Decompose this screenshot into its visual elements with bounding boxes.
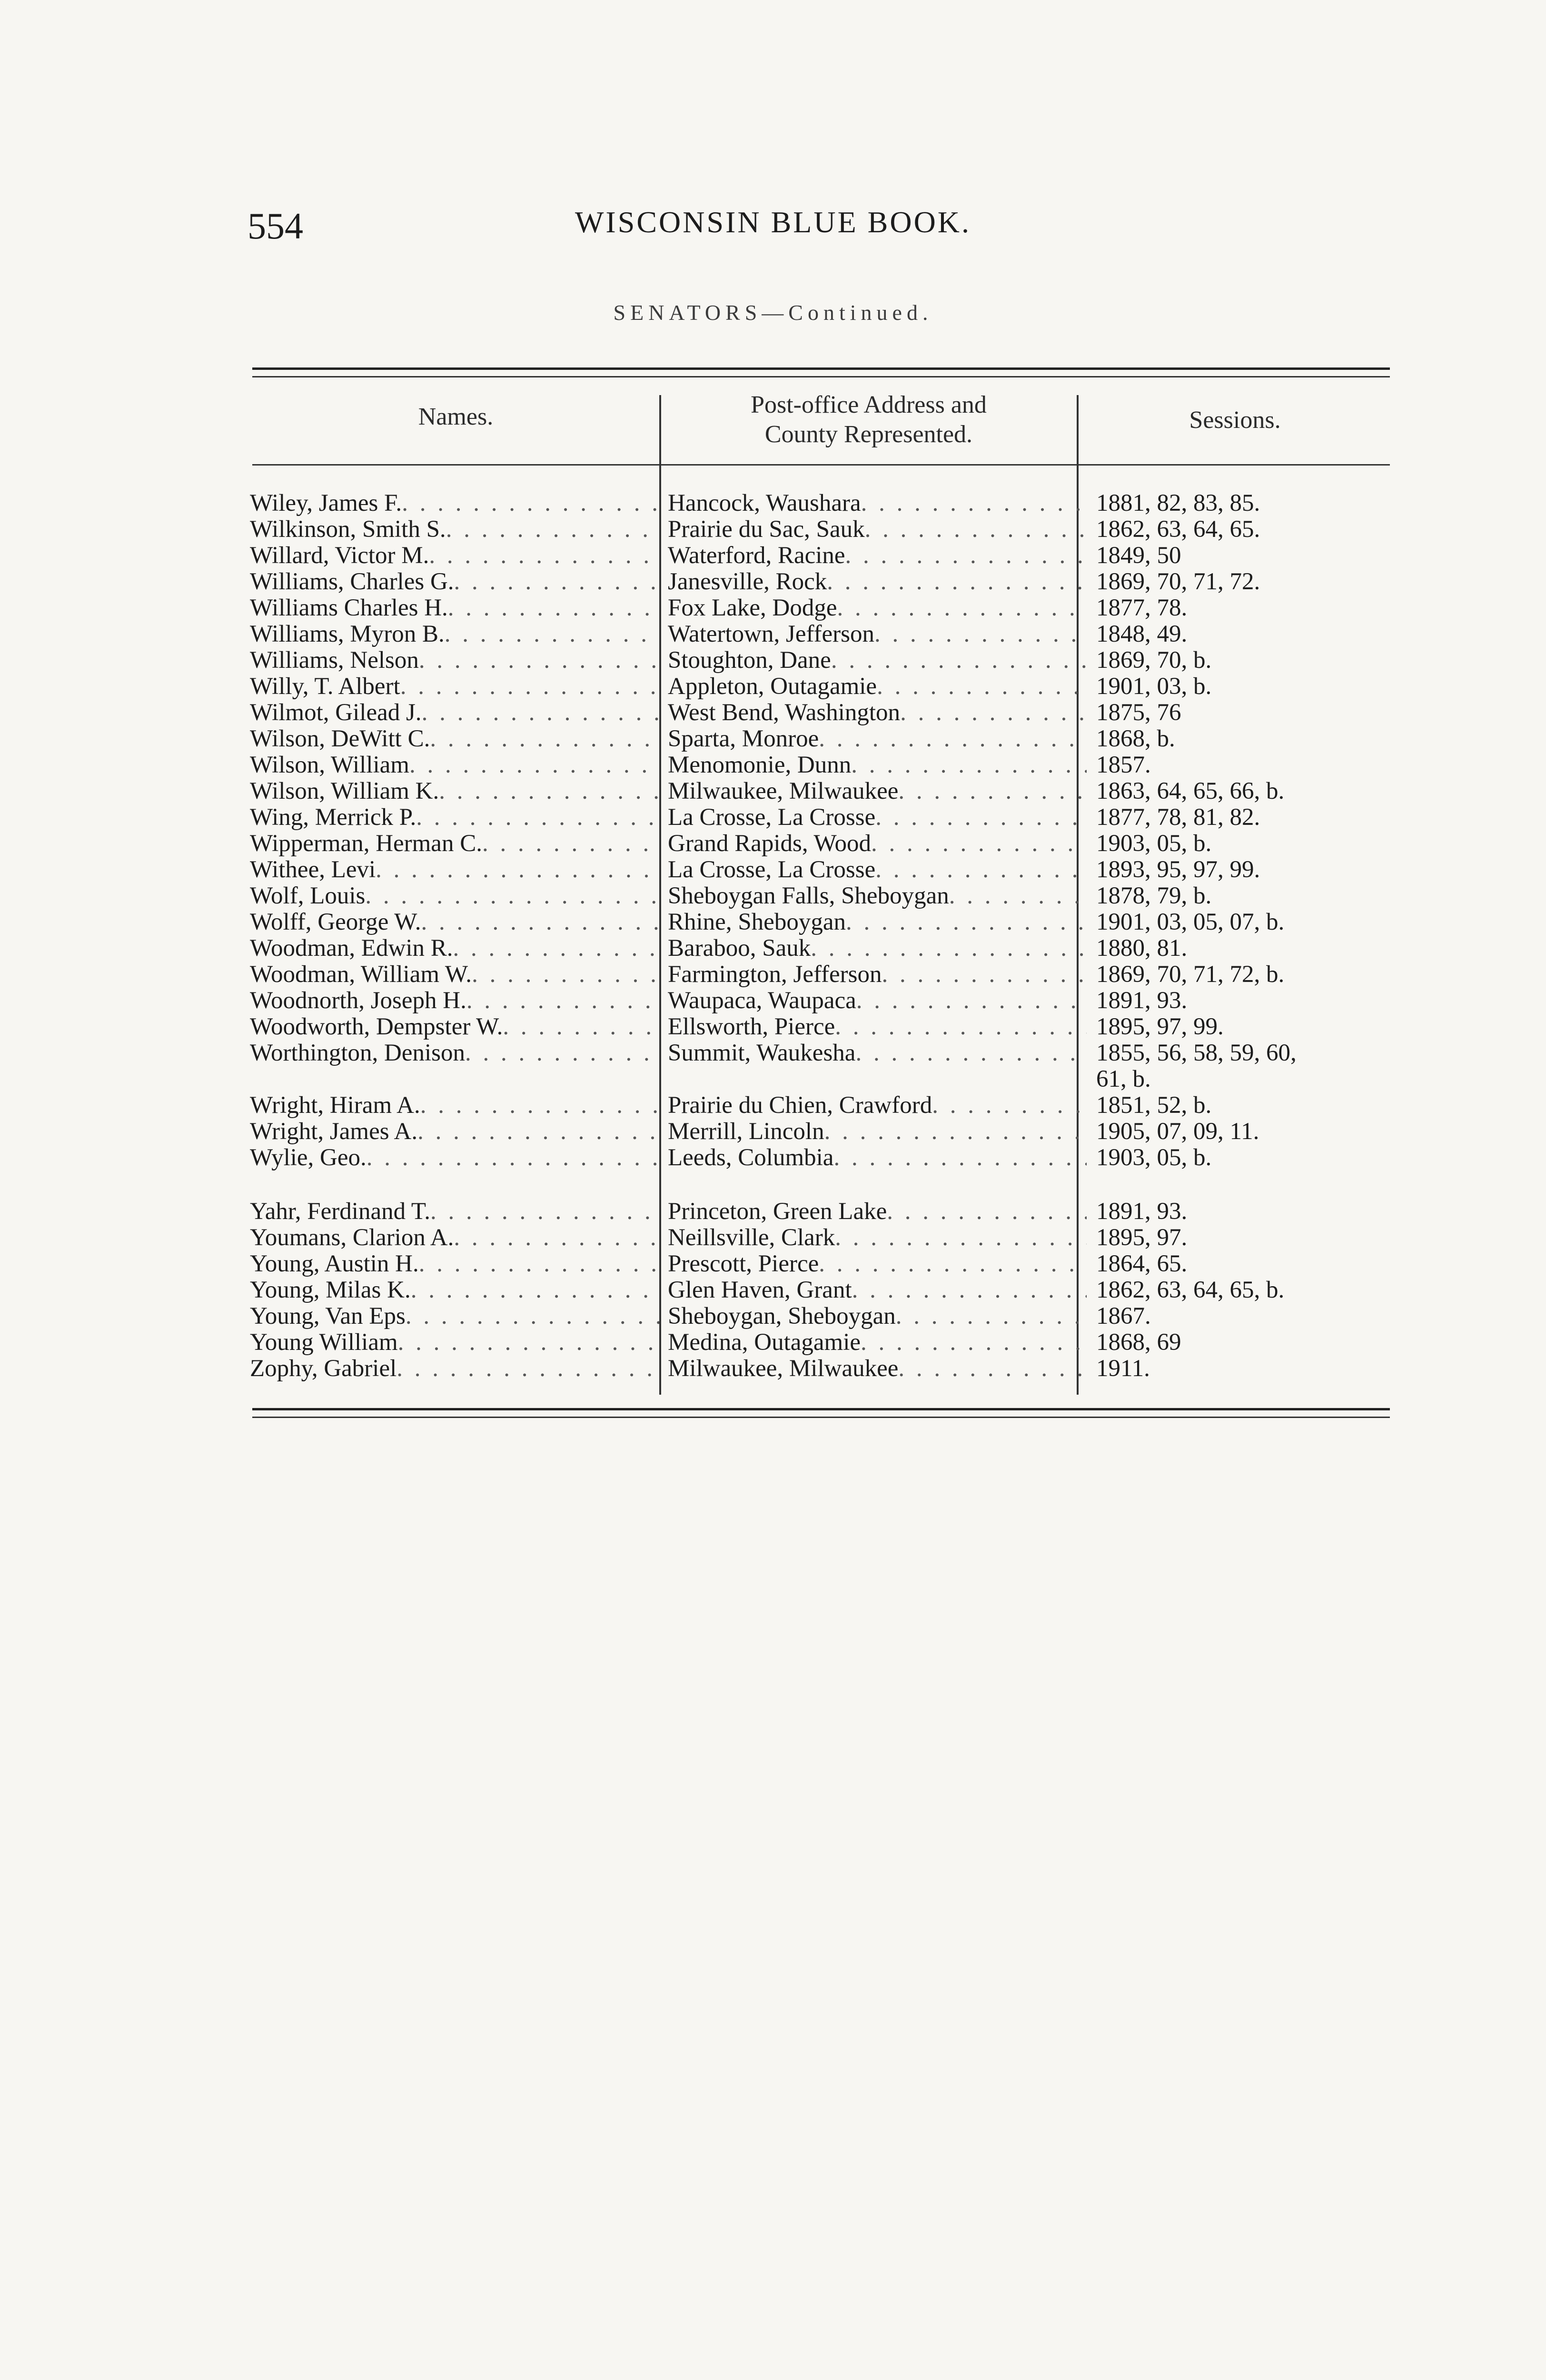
- leader-dots: [898, 778, 1087, 804]
- sessions: 1903, 05, b.: [1096, 831, 1212, 857]
- sessions: 1863, 64, 65, 66, b.: [1096, 778, 1285, 804]
- post-office-address: [668, 726, 1087, 752]
- senator-name: [250, 804, 659, 831]
- post-office-address: [668, 1092, 1087, 1119]
- leader-dots: [439, 778, 659, 804]
- senator-name-text: Williams Charles H.: [250, 595, 448, 621]
- post-office-address: [668, 1251, 1087, 1277]
- post-office-address-text: Medina, Outagamie: [668, 1329, 861, 1356]
- sessions: 1864, 65.: [1096, 1251, 1188, 1277]
- column-header-names: Names.: [418, 403, 494, 430]
- leader-dots: [365, 883, 659, 909]
- sessions: 1849, 50: [1096, 543, 1181, 569]
- post-office-address-text: Sheboygan, Sheboygan: [668, 1303, 896, 1329]
- post-office-address: [668, 1119, 1087, 1145]
- post-office-address: [668, 988, 1087, 1014]
- row-gap: [250, 1171, 1392, 1199]
- senator-name-text: Zophy, Gabriel: [250, 1356, 397, 1382]
- senator-name: [250, 1119, 659, 1145]
- sessions: 1862, 63, 64, 65, b.: [1096, 1277, 1285, 1303]
- table-row: [250, 1225, 1392, 1251]
- senator-name-text: Williams, Nelson: [250, 647, 419, 674]
- leader-dots: [367, 1145, 659, 1171]
- sessions: 1875, 76: [1096, 700, 1181, 726]
- table-bottom-rule-inner: [252, 1417, 1390, 1418]
- post-office-address: [668, 516, 1087, 543]
- senator-name: [250, 1040, 659, 1066]
- sessions: 1891, 93.: [1096, 1199, 1188, 1225]
- sessions: 1911.: [1096, 1356, 1150, 1382]
- leader-dots: [845, 543, 1087, 569]
- post-office-address-text: Menomonie, Dunn: [668, 752, 852, 778]
- post-office-address-text: La Crosse, La Crosse: [668, 804, 876, 831]
- sessions: 1867.: [1096, 1303, 1151, 1329]
- post-office-address-text: Prairie du Chien, Crawford: [668, 1092, 932, 1119]
- senator-name-text: Wylie, Geo.: [250, 1145, 367, 1171]
- senator-name-text: Wolf, Louis: [250, 883, 366, 909]
- post-office-address-text: Appleton, Outagamie: [668, 674, 877, 700]
- senator-name: [250, 1277, 659, 1303]
- post-office-address-text: Fox Lake, Dodge: [668, 595, 837, 621]
- sessions: 61, b.: [1096, 1066, 1151, 1092]
- sessions: 1869, 70, 71, 72, b.: [1096, 962, 1285, 988]
- post-office-address: [668, 909, 1087, 935]
- table-row: [250, 1303, 1392, 1329]
- senator-name: [250, 516, 659, 543]
- table-row: [250, 1199, 1392, 1225]
- leader-dots: [900, 700, 1087, 726]
- leader-dots: [887, 1199, 1087, 1225]
- sessions: 1851, 52, b.: [1096, 1092, 1212, 1119]
- post-office-address: [668, 1199, 1087, 1225]
- header-bottom-rule: [252, 464, 1390, 466]
- post-office-address: [668, 647, 1087, 674]
- post-office-address: [668, 621, 1087, 647]
- senator-name-text: Yahr, Ferdinand T.: [250, 1199, 431, 1225]
- post-office-address-text: Janesville, Rock: [668, 569, 827, 595]
- table-bottom-rule: [252, 1408, 1390, 1410]
- leader-dots: [419, 647, 659, 674]
- post-office-address-text: Watertown, Jefferson: [668, 621, 874, 647]
- leader-dots: [466, 988, 659, 1014]
- sessions: 1893, 95, 97, 99.: [1096, 857, 1260, 883]
- leader-dots: [416, 804, 659, 831]
- table-row: [250, 752, 1392, 778]
- leader-dots: [851, 752, 1087, 778]
- senator-name: [250, 1251, 659, 1277]
- sessions: 1862, 63, 64, 65.: [1096, 516, 1260, 543]
- senator-name: [250, 935, 659, 962]
- table-row: [250, 490, 1392, 516]
- leader-dots: [400, 674, 659, 700]
- leader-dots: [465, 1040, 659, 1066]
- senator-name-text: Wright, Hiram A.: [250, 1092, 420, 1119]
- post-office-address-text: Princeton, Green Lake: [668, 1199, 887, 1225]
- post-office-address: [668, 778, 1087, 804]
- running-title: WISCONSIN BLUE BOOK.: [575, 205, 971, 239]
- leader-dots: [861, 490, 1087, 516]
- leader-dots: [430, 1199, 659, 1225]
- senator-name-text: Willard, Victor M.: [250, 543, 429, 569]
- leader-dots: [861, 1329, 1087, 1356]
- post-office-address-text: Neillsville, Clark: [668, 1225, 835, 1251]
- senator-name: [250, 674, 659, 700]
- post-office-address: [668, 1145, 1087, 1171]
- senator-name-text: Wilson, William K.: [250, 778, 439, 804]
- senator-name-text: Wolff, George W.: [250, 909, 421, 935]
- post-office-address: [668, 883, 1087, 909]
- senator-name-text: Youmans, Clarion A.: [250, 1225, 454, 1251]
- senator-name: [250, 988, 659, 1014]
- post-office-address-text: La Crosse, La Crosse: [668, 857, 876, 883]
- column-header-post-line2: County Represented.: [764, 421, 973, 448]
- table-row: [250, 1066, 1392, 1092]
- leader-dots: [503, 1014, 659, 1040]
- leader-dots: [835, 1225, 1087, 1251]
- sessions: 1905, 07, 09, 11.: [1096, 1119, 1259, 1145]
- sessions: 1848, 49.: [1096, 621, 1188, 647]
- table-row: [250, 1277, 1392, 1303]
- table-row: [250, 1092, 1392, 1119]
- senator-name-text: Young William: [250, 1329, 398, 1356]
- post-office-address-text: Waterford, Racine: [668, 543, 845, 569]
- post-office-address-text: Sheboygan Falls, Sheboygan: [668, 883, 949, 909]
- senator-name: [250, 857, 659, 883]
- sessions: 1901, 03, 05, 07, b.: [1096, 909, 1285, 935]
- senator-name: [250, 831, 659, 857]
- leader-dots: [445, 621, 659, 647]
- post-office-address: [668, 804, 1087, 831]
- leader-dots: [874, 621, 1087, 647]
- leader-dots: [422, 700, 659, 726]
- post-office-address: [668, 700, 1087, 726]
- leader-dots: [898, 1356, 1087, 1382]
- table-row: [250, 674, 1392, 700]
- post-office-address: [668, 935, 1087, 962]
- leader-dots: [824, 1119, 1087, 1145]
- senator-name-text: Worthington, Denison: [250, 1040, 466, 1066]
- senator-name: [250, 1225, 659, 1251]
- sessions: 1880, 81.: [1096, 935, 1188, 962]
- leader-dots: [877, 674, 1087, 700]
- post-office-address-text: Sparta, Monroe: [668, 726, 819, 752]
- post-office-address: [668, 1303, 1087, 1329]
- senator-name: [250, 700, 659, 726]
- table-row: [250, 647, 1392, 674]
- page-number: 554: [248, 205, 303, 247]
- post-office-address-text: Ellsworth, Pierce: [668, 1014, 835, 1040]
- section-title: SENATORS—Continued.: [613, 300, 933, 325]
- leader-dots: [396, 1356, 659, 1382]
- senator-name-text: Wilson, DeWitt C.: [250, 726, 430, 752]
- leader-dots: [409, 752, 659, 778]
- post-office-address: [668, 831, 1087, 857]
- post-office-address-text: Stoughton, Dane: [668, 647, 831, 674]
- post-office-address-text: Hancock, Waushara: [668, 490, 861, 516]
- table-row: [250, 988, 1392, 1014]
- leader-dots: [819, 1251, 1087, 1277]
- senator-name: [250, 752, 659, 778]
- table-top-rule: [252, 367, 1390, 370]
- table-row: [250, 595, 1392, 621]
- leader-dots: [446, 516, 659, 543]
- column-header-sessions: Sessions.: [1189, 407, 1281, 434]
- senator-name-text: Wipperman, Herman C.: [250, 831, 482, 857]
- leader-dots: [406, 1303, 659, 1329]
- post-office-address-text: Grand Rapids, Wood: [668, 831, 872, 857]
- senator-name: [250, 778, 659, 804]
- table-row: [250, 909, 1392, 935]
- leader-dots: [421, 909, 659, 935]
- leader-dots: [454, 1225, 659, 1251]
- sessions: 1877, 78, 81, 82.: [1096, 804, 1260, 831]
- sessions: 1895, 97.: [1096, 1225, 1188, 1251]
- leader-dots: [398, 1329, 659, 1356]
- leader-dots: [949, 883, 1087, 909]
- leader-dots: [419, 1251, 659, 1277]
- senator-name-text: Wing, Merrick P.: [250, 804, 416, 831]
- leader-dots: [865, 516, 1087, 543]
- post-office-address: [668, 595, 1087, 621]
- leader-dots: [875, 804, 1087, 831]
- table-row: [250, 726, 1392, 752]
- sessions: 1903, 05, b.: [1096, 1145, 1212, 1171]
- table-row: [250, 1040, 1392, 1066]
- senator-name-text: Woodworth, Dempster W.: [250, 1014, 503, 1040]
- post-office-address: [668, 857, 1087, 883]
- sessions: 1868, b.: [1096, 726, 1175, 752]
- table-row: [250, 857, 1392, 883]
- table-row: [250, 1251, 1392, 1277]
- post-office-address: [668, 1329, 1087, 1356]
- post-office-address-text: Milwaukee, Milwaukee: [668, 778, 899, 804]
- post-office-address: [668, 1040, 1087, 1066]
- post-office-address-text: Leeds, Columbia: [668, 1145, 834, 1171]
- senator-name-text: Willy, T. Albert: [250, 674, 400, 700]
- senator-name: [250, 621, 659, 647]
- senator-name-text: Young, Van Eps: [250, 1303, 406, 1329]
- leader-dots: [875, 857, 1087, 883]
- senator-name: [250, 1356, 659, 1382]
- post-office-address-text: West Bend, Washington: [668, 700, 901, 726]
- senator-name: [250, 595, 659, 621]
- senator-name: [250, 1199, 659, 1225]
- sessions: 1857.: [1096, 752, 1151, 778]
- senator-name: [250, 543, 659, 569]
- leader-dots: [429, 543, 659, 569]
- leader-dots: [833, 1145, 1087, 1171]
- leader-dots: [411, 1277, 659, 1303]
- post-office-address-text: Waupaca, Waupaca: [668, 988, 856, 1014]
- leader-dots: [852, 1277, 1087, 1303]
- leader-dots: [420, 1092, 659, 1119]
- senator-name: [250, 569, 659, 595]
- sessions: 1869, 70, b.: [1096, 647, 1212, 674]
- sessions: 1881, 82, 83, 85.: [1096, 490, 1260, 516]
- table-row: [250, 1329, 1392, 1356]
- senator-name-text: Wright, James A.: [250, 1119, 418, 1145]
- senator-name: [250, 962, 659, 988]
- senator-name: [250, 1303, 659, 1329]
- leader-dots: [855, 1040, 1087, 1066]
- table-row: [250, 778, 1392, 804]
- leader-dots: [819, 726, 1087, 752]
- table-row: [250, 1145, 1392, 1171]
- senator-name-text: Woodman, William W.: [250, 962, 472, 988]
- leader-dots: [932, 1092, 1087, 1119]
- leader-dots: [376, 857, 659, 883]
- senator-name-text: Woodnorth, Joseph H.: [250, 988, 466, 1014]
- sessions: 1855, 56, 58, 59, 60,: [1096, 1040, 1297, 1066]
- sessions: 1891, 93.: [1096, 988, 1188, 1014]
- post-office-address: [668, 569, 1087, 595]
- post-office-address: [668, 752, 1087, 778]
- senator-name: [250, 883, 659, 909]
- sessions: 1868, 69: [1096, 1329, 1181, 1356]
- leader-dots: [453, 935, 659, 962]
- leader-dots: [882, 962, 1087, 988]
- table-row: [250, 700, 1392, 726]
- post-office-address-text: Summit, Waukesha: [668, 1040, 856, 1066]
- post-office-address: [668, 490, 1087, 516]
- senator-name-text: Wilmot, Gilead J.: [250, 700, 422, 726]
- leader-dots: [454, 569, 659, 595]
- table-row: [250, 883, 1392, 909]
- table-row: [250, 804, 1392, 831]
- column-header-post-office: [662, 390, 1076, 449]
- senator-name-text: Young, Austin H.: [250, 1251, 419, 1277]
- post-office-address: [668, 962, 1087, 988]
- sessions: 1869, 70, 71, 72.: [1096, 569, 1260, 595]
- post-office-address-text: Farmington, Jefferson: [668, 962, 882, 988]
- senator-name-text: Williams, Myron B.: [250, 621, 445, 647]
- post-office-address-text: Prairie du Sac, Sauk: [668, 516, 865, 543]
- leader-dots: [417, 1119, 659, 1145]
- leader-dots: [827, 569, 1087, 595]
- leader-dots: [856, 988, 1087, 1014]
- table-row: [250, 516, 1392, 543]
- leader-dots: [448, 595, 659, 621]
- leader-dots: [811, 935, 1087, 962]
- table-row: [250, 621, 1392, 647]
- leader-dots: [871, 831, 1087, 857]
- senator-name-text: Wilkinson, Smith S.: [250, 516, 446, 543]
- leader-dots: [837, 595, 1087, 621]
- table-row: [250, 1356, 1392, 1382]
- table-row: [250, 831, 1392, 857]
- senator-name: [250, 647, 659, 674]
- table-top-rule-inner: [252, 376, 1390, 377]
- leader-dots: [835, 1014, 1087, 1040]
- senators-table: [250, 490, 1392, 1382]
- table-row: [250, 1014, 1392, 1040]
- sessions: 1895, 97, 99.: [1096, 1014, 1224, 1040]
- senator-name-text: Withee, Levi: [250, 857, 376, 883]
- sessions: 1877, 78.: [1096, 595, 1188, 621]
- post-office-address: [668, 543, 1087, 569]
- post-office-address: [668, 1277, 1087, 1303]
- post-office-address-text: Rhine, Sheboygan: [668, 909, 846, 935]
- post-office-address-text: Prescott, Pierce: [668, 1251, 819, 1277]
- post-office-address-text: Baraboo, Sauk: [668, 935, 811, 962]
- post-office-address: [668, 1356, 1087, 1382]
- senator-name: [250, 1329, 659, 1356]
- senator-name-text: Wilson, William: [250, 752, 409, 778]
- post-office-address: [668, 1014, 1087, 1040]
- post-office-address-text: Glen Haven, Grant: [668, 1277, 852, 1303]
- table-row: [250, 1119, 1392, 1145]
- table-row: [250, 569, 1392, 595]
- post-office-address-text: Milwaukee, Milwaukee: [668, 1356, 899, 1382]
- senator-name: [250, 1014, 659, 1040]
- leader-dots: [831, 647, 1087, 674]
- post-office-address-text: Merrill, Lincoln: [668, 1119, 824, 1145]
- sessions: 1901, 03, b.: [1096, 674, 1212, 700]
- table-row: [250, 543, 1392, 569]
- senator-name: [250, 1092, 659, 1119]
- leader-dots: [482, 831, 659, 857]
- leader-dots: [430, 726, 659, 752]
- leader-dots: [402, 490, 659, 516]
- table-row: [250, 962, 1392, 988]
- senator-name: [250, 490, 659, 516]
- senator-name: [250, 726, 659, 752]
- leader-dots: [896, 1303, 1087, 1329]
- leader-dots: [846, 909, 1087, 935]
- table-row: [250, 935, 1392, 962]
- senator-name-text: Woodman, Edwin R.: [250, 935, 453, 962]
- senator-name: [250, 1145, 659, 1171]
- leader-dots: [472, 962, 659, 988]
- senator-name-text: Wiley, James F.: [250, 490, 402, 516]
- senator-name-text: Williams, Charles G.: [250, 569, 454, 595]
- sessions: 1878, 79, b.: [1096, 883, 1212, 909]
- senator-name: [250, 909, 659, 935]
- senator-name-text: Young, Milas K.: [250, 1277, 411, 1303]
- post-office-address: [668, 674, 1087, 700]
- post-office-address: [668, 1225, 1087, 1251]
- column-header-post-line1: Post-office Address and: [751, 391, 987, 418]
